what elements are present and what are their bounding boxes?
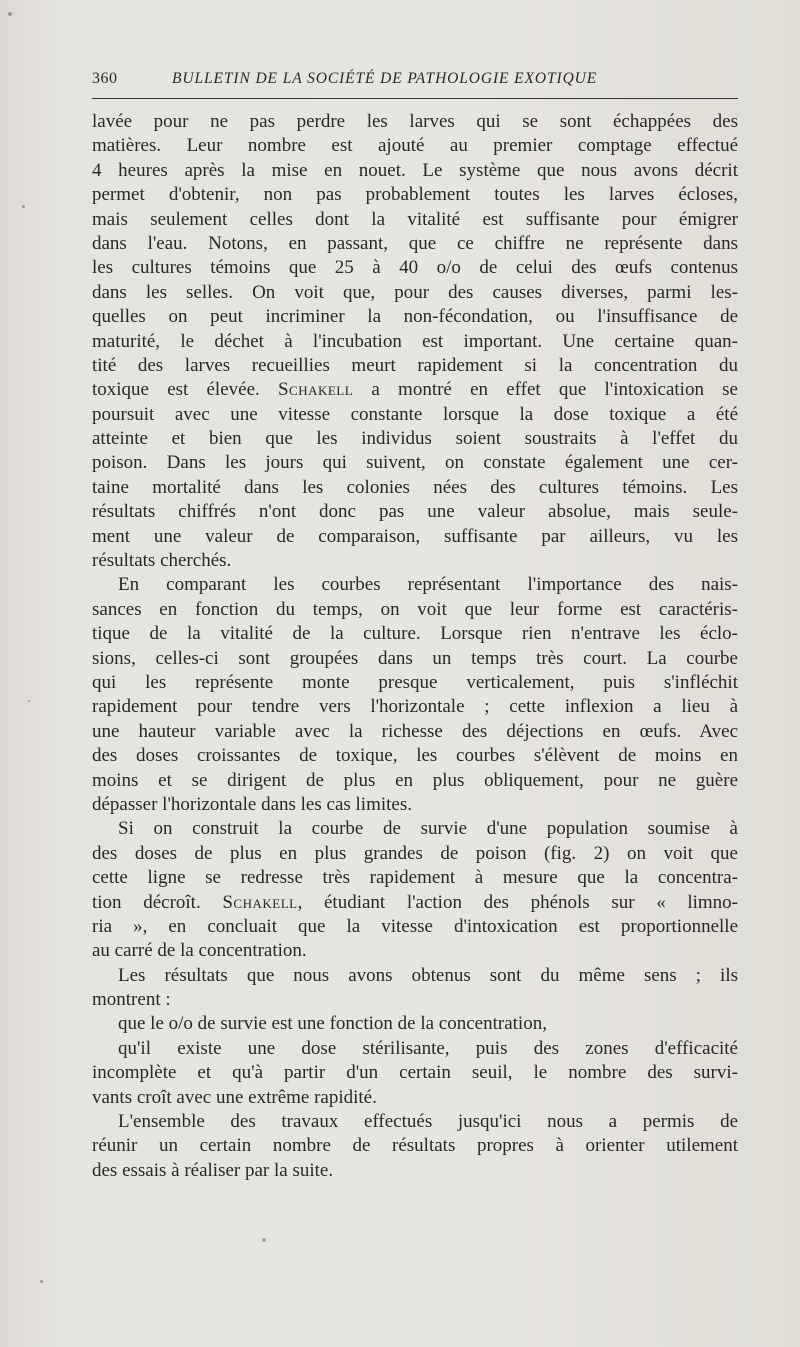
text-line: lavée pour ne pas perdre les larves qui se sont échappées des <box>92 111 738 132</box>
header-rule <box>92 98 738 99</box>
text-line: En comparant les courbes représentant l'importance des nais- <box>118 574 738 596</box>
text-line: quelles on peut incriminer la non-fécondation, ou l'insuffisance de <box>92 306 738 328</box>
text-line: tité des larves recueillies meurt rapidement si la concentration du <box>92 354 738 376</box>
text-line: cette ligne se redresse très rapidement à mesure que la concentra- <box>92 867 738 889</box>
text-fragment: tion décroît. <box>92 891 201 913</box>
text-line: rapidement pour tendre vers l'horizontale ; cette inflexion a lieu à <box>92 696 738 718</box>
text-line: poison. Dans les jours qui suivent, on constate également une cer- <box>92 452 738 474</box>
author-name: Schakell <box>222 891 298 913</box>
text-line-with-author <box>92 378 738 402</box>
text-line: incomplète et qu'à partir d'un certain seuil, le nombre des survi- <box>92 1062 738 1084</box>
paper-speck <box>40 1280 43 1283</box>
running-title: BULLETIN DE LA SOCIÉTÉ DE PATHOLOGIE EXOTIQUE <box>172 70 598 87</box>
text-line: des essais à réaliser par la suite. <box>92 1159 334 1181</box>
text-fragment: , étudiant l'action des phénols sur « limno- <box>297 891 738 913</box>
text-line: les cultures témoins que 25 à 40 o/o de celui des œufs contenus <box>92 257 738 279</box>
text-line: ment une valeur de comparaison, suffisante par ailleurs, vu les <box>92 525 738 547</box>
text-line-with-author <box>92 891 738 915</box>
text-line: résultats chiffrés n'ont donc pas une valeur absolue, mais seule- <box>92 501 738 523</box>
text-line: dans les selles. On voit que, pour des causes diverses, parmi les- <box>92 281 738 303</box>
text-line: matières. Leur nombre est ajouté au premier comptage effectué <box>92 135 738 157</box>
text-fragment: toxique est élevée. <box>92 379 260 401</box>
text-line: des doses croissantes de toxique, les courbes s'élèvent de moins en <box>92 745 738 767</box>
text-line: vants croît avec une extrême rapidité. <box>92 1086 377 1108</box>
text-line: ria », en concluait que la vitesse d'intoxication est proportionnelle <box>92 915 738 937</box>
text-line: moins et se dirigent de plus en plus obliquement, pour ne guère <box>92 769 738 791</box>
text-fragment: a montré en effet que l'intoxication se <box>371 379 738 401</box>
text-line: sions, celles-ci sont groupées dans un temps très court. La courbe <box>92 647 738 669</box>
text-line: Si on construit la courbe de survie d'une population soumise à <box>118 818 738 840</box>
text-line: atteinte et bien que les individus soient soustraits à l'effet du <box>92 428 738 450</box>
text-line: poursuit avec une vitesse constante lorsque la dose toxique a été <box>92 403 738 425</box>
text-line: dans l'eau. Notons, en passant, que ce chiffre ne représente dans <box>92 232 738 254</box>
paper-speck <box>28 700 30 702</box>
paper-speck <box>262 1238 266 1242</box>
text-line: taine mortalité dans les colonies nées des cultures témoins. Les <box>92 476 738 498</box>
text-line: des doses de plus en plus grandes de poison (fig. 2) on voit que <box>92 842 738 864</box>
text-line: permet d'obtenir, non pas probablement toutes les larves écloses, <box>92 184 738 206</box>
text-line: dépasser l'horizontale dans les cas limites. <box>92 793 412 815</box>
author-name: Schakell <box>277 379 354 401</box>
text-line: Les résultats que nous avons obtenus sont du même sens ; ils <box>118 964 738 986</box>
text-line: 4 heures après la mise en nouet. Le système que nous avons décrit <box>92 159 738 181</box>
text-line: L'ensemble des travaux effectués jusqu'ici nous a permis de <box>118 1111 738 1133</box>
text-line: sances en fonction du temps, on voit que leur forme est caractéris- <box>92 598 738 620</box>
body-text <box>92 110 738 1183</box>
paper-speck <box>22 205 25 208</box>
text-line: qu'il existe une dose stérilisante, puis des zones d'efficacité <box>118 1037 738 1059</box>
text-line: qui les représente monte presque verticalement, puis s'infléchit <box>92 671 738 693</box>
page-number: 360 <box>92 70 118 87</box>
text-line: que le o/o de survie est une fonction de la concentration, <box>118 1013 547 1035</box>
text-line: mais seulement celles dont la vitalité est suffisante pour émigrer <box>92 208 738 230</box>
text-line: maturité, le déchet à l'incubation est important. Une certaine quan- <box>92 330 738 352</box>
text-line: tique de la vitalité de la culture. Lorsque rien n'entrave les éclo- <box>92 623 738 645</box>
text-line: résultats cherchés. <box>92 550 232 572</box>
text-line: montrent : <box>92 989 171 1011</box>
page-header <box>92 68 738 94</box>
paper-speck <box>8 12 12 16</box>
text-line: réunir un certain nombre de résultats propres à orienter utilement <box>92 1135 738 1157</box>
text-line: une hauteur variable avec la richesse des déjections en œufs. Avec <box>92 720 738 742</box>
text-line: au carré de la concentration. <box>92 940 307 962</box>
